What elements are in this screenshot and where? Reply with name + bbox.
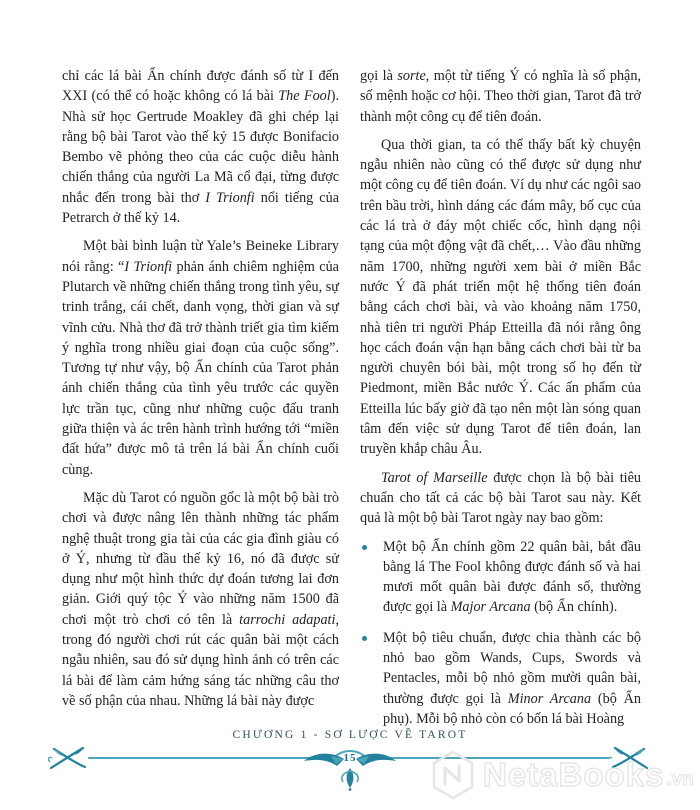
left-column xyxy=(62,66,339,719)
paragraph: Mặc dù Tarot có nguồn gốc là một bộ bài trò chơi và được nâng lên thành những tác phẩm nghệ thuật trong gia tài của các gia đình giàu có ở Ý, nhưng từ đầu thế kỷ 16, nó đã được sử dụng như một hình thức dự đoán tương lai đơn giản. Giới quý tộc Ý vào những năm 1500 đã chơi một trò chơi có tên là tarrochi adapati, trong đó người chơi rút các quân bài một cách ngẫu nhiên, sau đó sử dụng hình ảnh có trên các lá bài để làm cảm hứng sáng tác những câu thơ về số phận của nhau. Những lá bài này được xyxy=(62,489,339,709)
netabooks-logo-icon xyxy=(430,750,476,800)
bullet-item-text: Một bộ tiêu chuẩn, được chia thành các bộ nhỏ bao gồm Wands, Cups, Swords và Pentacles, mỗi bộ nhỏ gồm mười quân bài, thường được gọi là Minor Arcana (bộ Ẩn phụ). Mỗi bộ nhỏ còn có bốn lá bài Hoàng xyxy=(383,629,641,727)
footer-flourish-left-icon xyxy=(48,745,88,772)
bullet-item-text: Một bộ Ẩn chính gồm 22 quân bài, bắt đầu bằng lá The Fool không được đánh số và hai mươi mốt quân bài được đánh số, thường được gọi là Major Arcana (bộ Ẩn chính). xyxy=(383,538,641,616)
bullet-list xyxy=(360,537,641,730)
paragraph: Tarot of Marseille được chọn là bộ bài tiêu chuẩn cho tất cả các bộ bài Tarot sau này. Kết quả là một bộ bài Tarot ngày nay bao gồm: xyxy=(360,469,641,527)
footer-rule-left xyxy=(88,757,316,759)
bullet-dot-icon xyxy=(362,545,367,550)
paragraph: Qua thời gian, ta có thể thấy bất kỳ chuyện ngẫu nhiên nào cũng có thể được sử dụng như một công cụ để tiên đoán. Ví dụ như các ngôi sao trên bầu trời, hình dáng các đám mây, bố cục của các lá trà ở đáy một chiếc cốc, hình dạng nội tạng của một động vật đã chết,… Vào đầu những năm 1700, những người xem bài ở miền Bắc nước Ý đã phát triển một hệ thống tiên đoán bằng cách chơi bài, và vào khoảng năm 1750, nhà tiên tri người Pháp Etteilla đã nói rằng ông học cách đoán vận hạn bằng cách chơi bài từ ba người chuyên bói bài, một trong số họ đến từ Piedmont, miền Bắc nước Ý. Các ấn phẩm của Etteilla lúc bấy giờ đã tạo nên một làn sóng quan tâm đến việc sử dụng Tarot để tiên đoán, lan truyền khắp châu Âu. xyxy=(360,136,641,458)
bullet-item xyxy=(360,628,641,729)
paragraph: gọi là sorte, một từ tiếng Ý có nghĩa là số phận, số mệnh hoặc cơ hội. Theo thời gian, Tarot đã trở thành một công cụ để tiên đoán. xyxy=(360,68,641,125)
watermark xyxy=(430,750,694,800)
bullet-item xyxy=(360,537,641,618)
paragraph: Một bài bình luận từ Yale’s Beineke Library nói rằng: “I Trionfi phản ánh chiêm nghiệm của Plutarch về những chiến thắng trong tình yêu, sự trinh trắng, cái chết, danh vọng, thời gian và sự vĩnh cửu. Nhà thơ đã trở thành triết gia tìm kiếm ý nghĩa trong nhiều giai đoạn của cuộc sống”. Tương tự như vậy, bộ Ẩn chính của Tarot phản ánh chiến thắng của tình yêu trước các quyền lực trần tục, cũng như những cuộc đấu tranh giữa thiện và ác trên hành trình hướng tới “miền đất hứa” được mô tả trên lá bài Ẩn chính cuối cùng. xyxy=(62,238,339,478)
watermark-suffix: .vn xyxy=(666,769,694,790)
chapter-running-footer: CHƯƠNG 1 - SƠ LƯỢC VỀ TAROT xyxy=(232,729,468,741)
page-number-ornament xyxy=(303,744,397,792)
watermark-brand: NetaBooks xyxy=(483,756,665,793)
paragraph: chỉ các lá bài Ẩn chính được đánh số từ I đến XXI (có thể có hoặc không có lá bài The Fool). Nhà sử học Gertrude Moakley đã ghi chép lại rằng bộ bài Tarot vào thế kỷ 15 được Bonifacio Bembo vẽ phỏng theo của các cuộc diễu hành chiến thắng của người La Mã cổ đại, từng được nhắc đến trong bài thơ I Trionfi nổi tiếng của Petrarch ở thế kỷ 14. xyxy=(62,68,339,227)
bullet-dot-icon xyxy=(362,636,367,641)
right-column xyxy=(360,66,641,739)
page-number: 15 xyxy=(343,752,357,764)
